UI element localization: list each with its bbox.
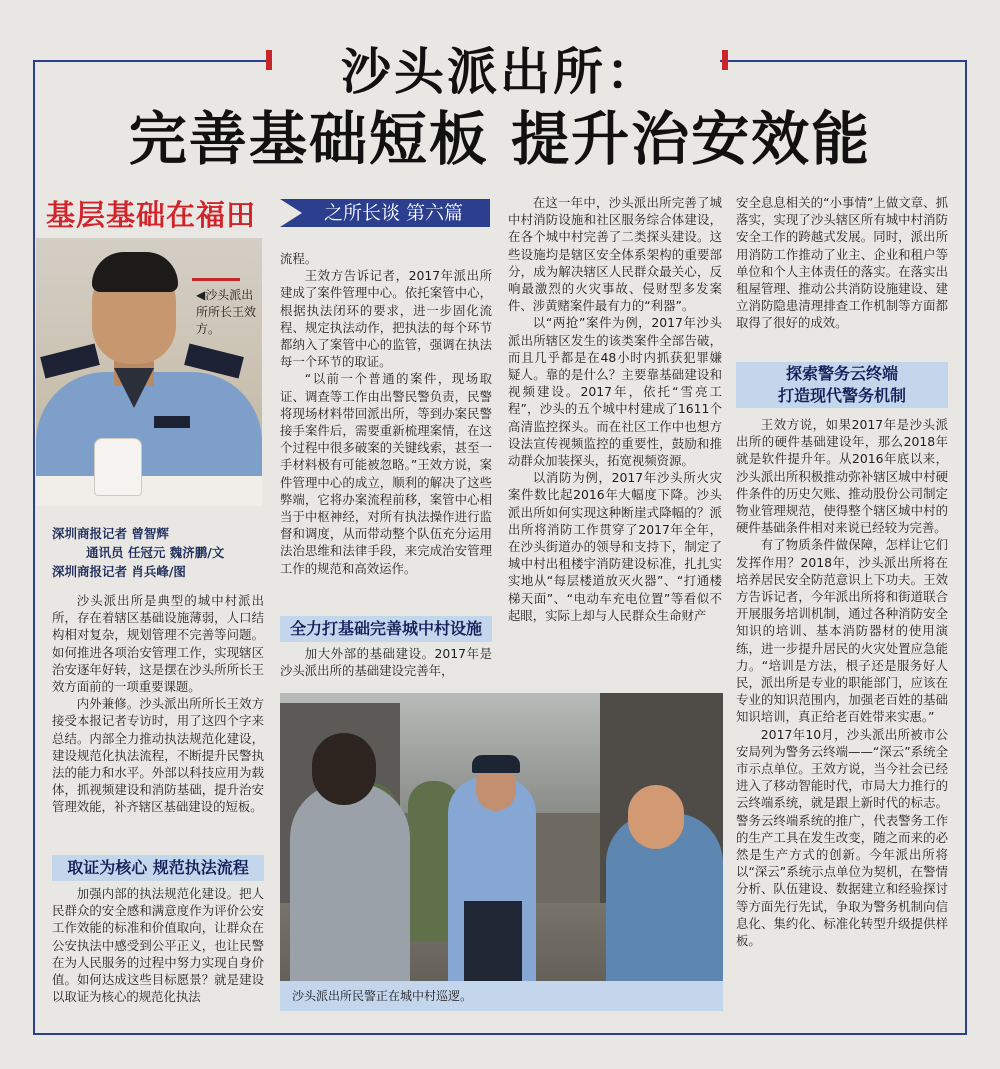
paragraph: 安全息息相关的“小事情”上做文章、抓落实，实现了沙头辖区所有城中村消防安全工作的跨越式发展。同时，派出所用消防工作推动了业主、企业和租户等单位和个人主体责任的落实。在落实出租屋管理、推动公共消防设施建设、建立消防隐患清理排查工作机制等方面都取得了很好的成效。: [736, 195, 948, 331]
caption-bar: [192, 278, 240, 281]
column-1-bottom: [52, 885, 264, 1005]
byline-correspondent: 通讯员 任冠元 魏济鹏/文: [86, 545, 225, 560]
paragraph: 王效方告诉记者，2017年派出所建成了案件管理中心。依托案管中心，根据执法闭环的要求，进一步固化流程、规定执法动作，把执法的每个环节都纳入了案管中心的监管，强调在执法每一个环节的取证。: [280, 268, 492, 370]
series-tag: [280, 199, 490, 227]
paragraph: 加大外部的基础建设。2017年是沙头派出所的基础建设完善年，: [280, 646, 492, 679]
byline-reporter: 深圳商报记者 曾智辉: [52, 526, 169, 541]
series-tag-label: 之所长谈 第六篇: [324, 202, 464, 224]
byline-photographer: 深圳商报记者 肖兵峰/图: [52, 564, 186, 579]
paragraph: 以“两抢”案件为例，2017年沙头派出所辖区发生的该类案件全部告破，而且几乎都是在48小时内抓获犯罪嫌疑人。靠的是什么？主要靠基础建设和视频建设。2017年，依托“雪亮工程”，沙头的五个城中村建成了1611个高清监控探头。而在社区工作中也想方设法宣传视频监控的重要性，鼓励和推动群众加装探头，拓宽视频资源。: [508, 315, 722, 469]
portrait-caption: [196, 278, 262, 338]
portrait-caption-text: ◀沙头派出所所长王效方。: [196, 288, 257, 336]
column-2-top: [280, 250, 492, 577]
subhead-police-cloud: [736, 362, 948, 408]
subhead-infrastructure: 全力打基础完善城中村设施: [280, 616, 492, 642]
column-4-bottom: [736, 416, 948, 949]
headline-line2: 完善基础短板 提升治安效能: [128, 105, 872, 173]
photo-caption: 沙头派出所民警正在城中村巡逻。: [280, 981, 723, 1011]
paragraph: 王效方说，如果2017年是沙头派出所的硬件基础建设年，那么2018年就是软件提升年。从2016年底以来，沙头派出所积极推动弥补辖区城中村硬件条件的历史欠账、推动股份公司制定物业管理规范，使得整个辖区城中村的硬件基础条件相对来说已经较为完善。: [736, 417, 948, 536]
paragraph: 加强内部的执法规范化建设。把人民群众的安全感和满意度作为评价公安工作效能的标准和价值取向，让群众在公安执法中感受到公平正义，也让民警在为人民服务的过程中努力实现自身价值。如何达成这些目标愿景？就是建设以取证为核心的规范化执法: [52, 886, 264, 1005]
paragraph: 在这一年中，沙头派出所完善了城中村消防设施和社区服务综合体建设，在各个城中村完善了二类探头建设。这些设施均是辖区安全体系架构的重要部分，成为解决辖区人民群众最关心，反响最激烈的火灾事故、侵财型多发案件、涉黄赌案件最有力的“利器”。: [508, 195, 722, 314]
series-banner: [40, 193, 490, 232]
headline-line1: 沙头派出所：: [341, 42, 659, 101]
paragraph: 沙头派出所是典型的城中村派出所，存在着辖区基础设施薄弱，人口结构相对复杂，规划管理不完善等问题。如何推进各项治安管理工作，实现辖区治安逐年好转，这是摆在沙头所所长王效方面前的一项重要课题。: [52, 593, 264, 695]
paragraph: 以消防为例，2017年沙头所火灾案件数比起2016年大幅度下降。沙头派出所如何实现这种断崖式降幅的？派出所将消防工作贯穿了2017年全年，在沙头街道办的领导和支持下，制定了城中村出租楼宇消防建设标准，扎扎实实地从“每层楼道放灭火器”、“打通楼梯天面”、“电动车充电位置”等看似不起眼，实际上却与人民群众生命财产: [508, 470, 722, 623]
column-2-bottom: [280, 645, 492, 679]
subhead-evidence: 取证为核心 规范执法流程: [52, 855, 264, 881]
paragraph: “以前一个普通的案件，现场取证、调查等工作由出警民警负责，民警将现场材料带回派出所，等到办案民警接手案件后，需要重新梳理案情，在这个过程中很多破案的关键线索，甚至一手材料极有可能被忽略。”王效方说，案件管理中心的成立，顺利的解决了这些弊端，它将办案流程前移，案管中心相当于中枢神经，对所有执法操作进行监督和调度，从而带动整个队伍充分运用法治思维和法律手段，来完成治安管理工作的规范和高效运作。: [280, 371, 492, 576]
subhead-police-cloud-line2: 打造现代警务机制: [777, 386, 906, 405]
chevron-icon: [280, 199, 302, 227]
column-1-top: [52, 592, 264, 816]
paragraph: 内外兼修。沙头派出所所长王效方接受本报记者专访时，用了这四个字来总结。内部全力推动执法规范化建设，建设规范化执法流程，不断提升民警执法的能力和水平。外部以科技应用为载体，抓视频建设和消防基础，提升治安管理效能，补齐辖区基础建设的短板。: [52, 696, 264, 815]
paragraph: 流程。: [280, 251, 318, 266]
column-4-top: [736, 194, 948, 332]
paragraph: 有了物质条件做保障，怎样让它们发挥作用？2018年，沙头派出所将在培养居民安全防范意识上下功夫。王效方告诉记者，今年派出所将和街道联合开展服务培训机制，通过各种消防安全知识的培训、基本消防器材的使用演练，进一步提升居民的火灾处置应急能力。“培训是方法，根子还是服务好人民，派出所是专业的职能部门，应该在专业的知识范围内，加强老百姓的基础知识培训，真正给老百姓带来实惠。”: [736, 537, 948, 725]
series-title: 基层基础在福田: [46, 198, 257, 232]
byline: [52, 524, 262, 581]
column-3: [508, 194, 722, 624]
patrol-photo: [280, 693, 723, 1011]
paragraph: 2017年10月，沙头派出所被市公安局列为警务云终端——“深云”系统全市示点单位。王效方说，当今社会已经进入了移动智能时代，市局大力推行的云终端系统，就是跟上新时代的标志。警务云终端系统的推广，代表警务工作的生产工具在发生改变，随之而来的必然是生产方式的创新。今年派出所将以“深云”系统示点单位为契机，在警情分析、队伍建设、数据建立和经验探讨等方面先行先试，争取为警务机制向信息化、集约化、标准化转型升级提供样板。: [736, 726, 948, 949]
subhead-police-cloud-line1: 探索警务云终端: [785, 364, 898, 383]
